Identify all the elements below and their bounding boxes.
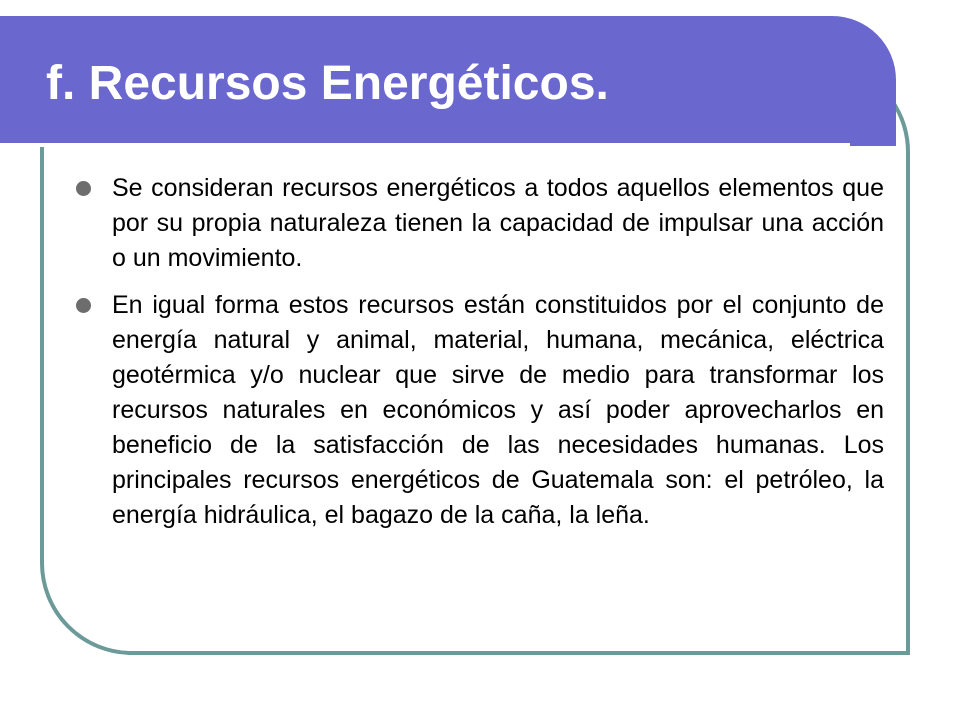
bullet-dot-icon (76, 181, 91, 196)
bullet-item-2 (112, 288, 884, 533)
bullet-list (112, 171, 884, 545)
bullet-text-1: Se consideran recursos energéticos a todos aquellos elementos que por su propia naturaleza tienen la capacidad de impulsar una acción o un movimiento. (112, 174, 884, 272)
title-underline (0, 143, 850, 147)
title-banner (0, 16, 896, 146)
bullet-text-2: En igual forma estos recursos están constituidos por el conjunto de energía natural y animal, material, humana, mecánica, eléctrica geotérmica y/o nuclear que sirve de medio para transformar los recursos naturales en económicos y así poder aprovecharlos en beneficio de la satisfacción de las necesidades humanas. Los principales recursos energéticos de Guatemala son: el petróleo, la energía hidráulica, el bagazo de la caña, la leña. (112, 291, 884, 529)
slide-title: f. Recursos Energéticos. (46, 57, 609, 110)
bullet-item-1 (112, 171, 884, 276)
bullet-dot-icon (76, 298, 91, 313)
